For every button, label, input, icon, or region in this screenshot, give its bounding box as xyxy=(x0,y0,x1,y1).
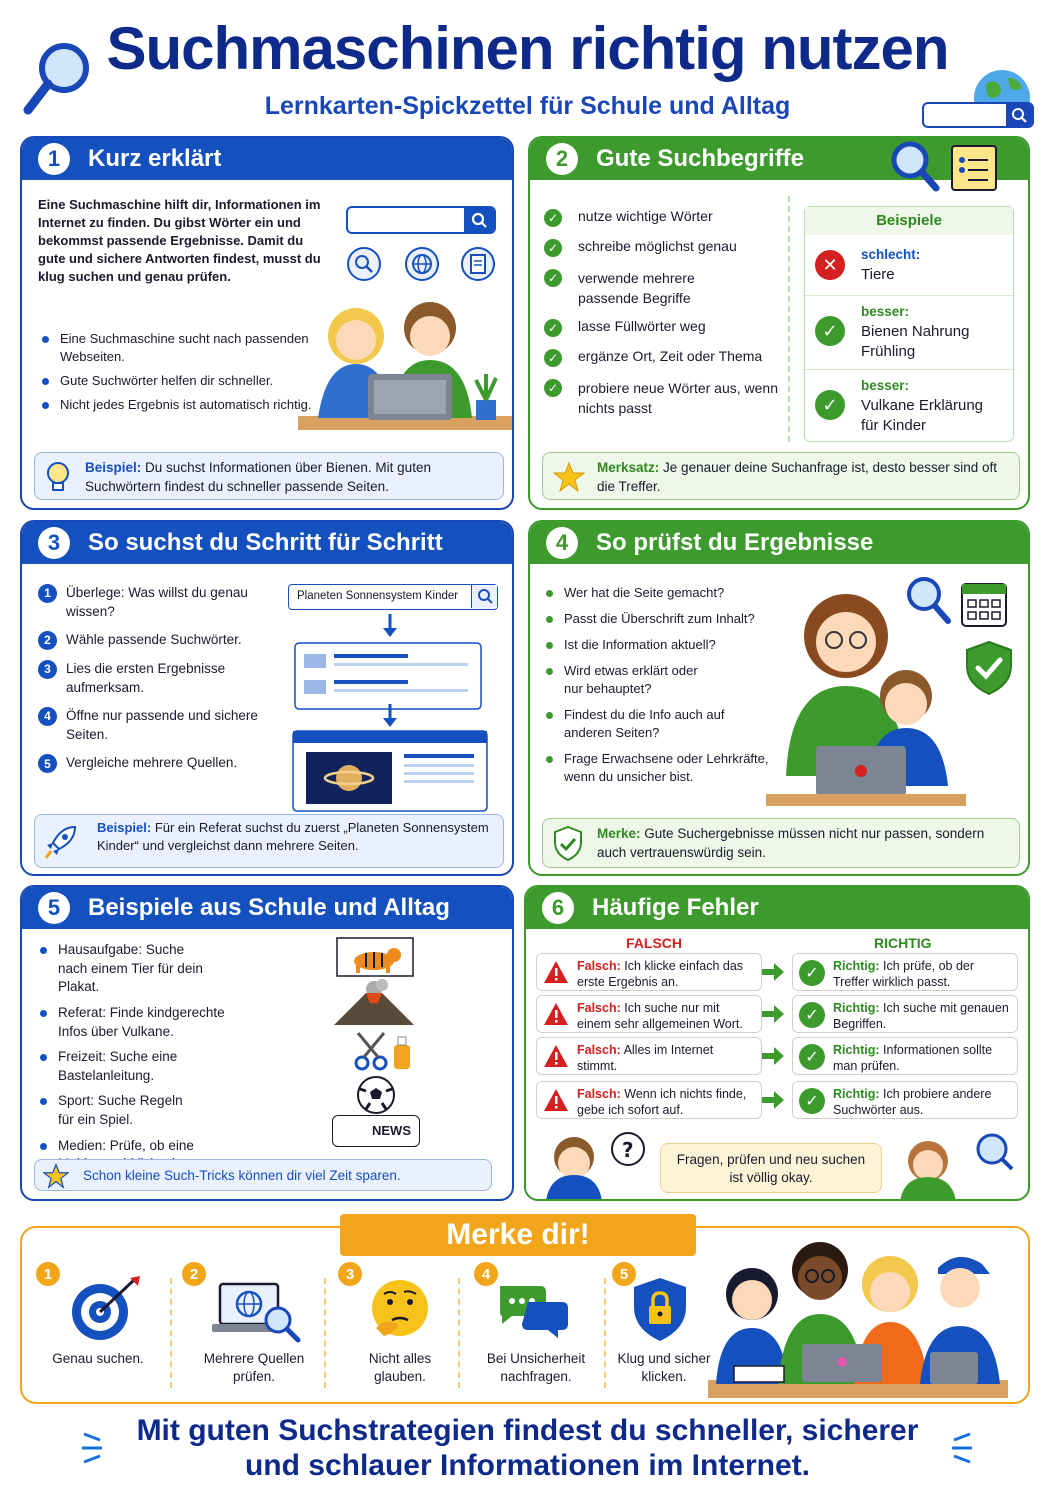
divider xyxy=(324,1278,326,1388)
check-icon: ✓ xyxy=(799,1088,825,1114)
page-header xyxy=(0,0,1055,130)
footer-message xyxy=(0,1414,1055,1484)
intro-text: Eine Suchmaschine hilft dir, Informationen im Internet zu finden. Du gibst Wörter ein und bekommst passende Ergebnisse. Damit du gute und sichere Antworten findest, musst du klug suchen und genau prüfen. xyxy=(38,197,321,284)
footer-line-2: und schlauer Informationen im Internet. xyxy=(244,1448,811,1482)
magnifier-icon xyxy=(884,138,944,194)
mistake-row: Falsch: Alles im Internet stimmt. xyxy=(536,1037,762,1075)
rocket-icon xyxy=(43,823,79,861)
arrow-down-icon xyxy=(380,704,400,728)
step-item: 4 Öffne nur passende und sichere Seiten. xyxy=(38,707,258,744)
example-text: Für ein Referat suchst du zuerst „Planeten Sonnensystem Kinder“ und vergleichst dann mehrere Seiten. xyxy=(97,820,489,853)
example-text: Du suchst Informationen über Bienen. Mit guten Suchwörtern findest du schneller passende Seiten. xyxy=(85,460,431,494)
list-item: Frage Erwachsene oder Lehrkräfte, wenn du unsicher bist. xyxy=(542,750,772,786)
mistake-row: Falsch: Wenn ich nichts finde, gebe ich sofort auf. xyxy=(536,1081,762,1119)
check-icon: ✓ xyxy=(815,316,845,346)
merke-item: 3 Nicht alles glauben. xyxy=(338,1258,462,1398)
calendar-icon xyxy=(960,578,1008,628)
check-icon: ✓ xyxy=(799,960,825,986)
scissors-glue-icon xyxy=(354,1029,414,1071)
merke-title: Merke dir! xyxy=(340,1214,696,1256)
example-label: Beispiel: xyxy=(85,460,142,475)
list-item: Passt die Überschrift zum Inhalt? xyxy=(542,610,782,628)
check-icon: ✓ xyxy=(544,349,562,367)
merke-label: Merke: xyxy=(597,826,641,841)
check-icon: ✓ xyxy=(544,269,562,287)
example-note xyxy=(34,814,504,868)
step-item: 1 Überlege: Was willst du genau wissen? xyxy=(38,584,258,621)
merke-item: 2 Mehrere Quellen prüfen. xyxy=(182,1258,306,1398)
arrow-down-icon xyxy=(380,614,400,638)
merke-note xyxy=(542,818,1020,868)
sparkle-right-icon xyxy=(948,1428,976,1468)
list-item: ✓ verwende mehrere passende Begriffe xyxy=(544,268,784,318)
divider xyxy=(170,1278,172,1388)
correct-row: ✓ Richtig: Ich probiere andere Suchwörter aus. xyxy=(792,1081,1018,1119)
top-search-bar xyxy=(922,102,1034,128)
thinking-boy-illustration xyxy=(540,1127,650,1201)
section-number: 2 xyxy=(546,143,578,175)
section-title: Beispiele aus Schule und Alltag xyxy=(88,894,450,921)
tip-text: Schon kleine Such-Tricks können dir viel Zeit sparen. xyxy=(83,1168,401,1183)
section-title: Häufige Fehler xyxy=(592,894,759,921)
merksatz-label: Merksatz: xyxy=(597,460,660,475)
divider xyxy=(788,196,790,442)
check-icon: ✓ xyxy=(544,209,562,227)
check-icon: ✓ xyxy=(815,390,845,420)
check-icon: ✓ xyxy=(799,1002,825,1028)
arrow-right-icon xyxy=(762,1047,784,1065)
star-icon xyxy=(43,1163,69,1189)
column-right: RICHTIG xyxy=(874,935,932,951)
divider xyxy=(458,1278,460,1388)
list-item: ✓ probiere neue Wörter aus, wenn nichts passt xyxy=(544,378,784,428)
arrow-right-icon xyxy=(762,1005,784,1023)
results-list-illustration xyxy=(294,642,482,710)
list-item: Eine Suchmaschine sucht nach passenden Webseiten. xyxy=(38,330,328,366)
tiger-icon xyxy=(336,937,414,977)
soccer-ball-icon xyxy=(356,1075,396,1115)
list-item: ✓ ergänze Ort, Zeit oder Thema xyxy=(544,348,784,378)
search-bar-illustration xyxy=(346,206,496,234)
list-item: Medien: Prüfe, ob eine xyxy=(36,1137,216,1174)
volcano-icon xyxy=(332,979,416,1027)
section-number: 3 xyxy=(38,527,70,559)
correct-row: ✓ Richtig: Ich prüfe, ob der Treffer wirklich passt. xyxy=(792,953,1018,991)
children-group-illustration xyxy=(708,1234,1008,1398)
section-header xyxy=(22,138,512,180)
merke-text: Gute Suchergebnisse müssen nicht nur passen, sondern auch vertrauenswürdig sein. xyxy=(597,826,985,860)
section-number: 4 xyxy=(546,527,578,559)
list-item: Wird etwas erklärt oder nur behauptet? xyxy=(542,662,712,698)
merke-item: 4 Bei Unsicherheit nachfragen. xyxy=(474,1258,598,1398)
mistake-row: Falsch: Ich suche nur mit einem sehr allgemeinen Wort. xyxy=(536,995,762,1033)
thinking-face-icon xyxy=(368,1276,432,1342)
step-item: 2 Wähle passende Suchwörter. xyxy=(38,631,258,650)
section1-bullets xyxy=(38,330,328,414)
arrow-right-icon xyxy=(762,963,784,981)
chat-bubbles-icon xyxy=(496,1280,570,1340)
list-item: Referat: Finde kindgerechte Infos über Vulkane. xyxy=(36,1004,236,1041)
list-item: Gute Suchwörter helfen dir schneller. xyxy=(38,372,328,390)
section-ergebnisse-pruefen xyxy=(528,520,1030,876)
example-bad: ✕ schlecht: Tiere xyxy=(805,235,1013,295)
notepad-icon xyxy=(948,142,1002,196)
list-item: Hausaufgabe: Suche nach einem Tier für dein Plakat. xyxy=(36,941,216,997)
section-header xyxy=(22,522,512,564)
search-icon xyxy=(464,208,494,232)
magnifier-icon xyxy=(346,246,382,282)
list-item: Sport: Suche Regeln für ein Spiel. xyxy=(36,1092,196,1129)
list-item: ✓ schreibe möglichst genau xyxy=(544,238,784,268)
shield-check-icon xyxy=(553,826,583,862)
check-icon: ✓ xyxy=(544,379,562,397)
example-good: ✓ besser: Vulkane Erklärung für Kinder xyxy=(805,369,1013,443)
search-icon xyxy=(472,585,498,608)
section-title: So prüfst du Ergebnisse xyxy=(596,529,874,556)
check-icon: ✓ xyxy=(544,239,562,257)
lightbulb-icon xyxy=(45,461,71,493)
correct-row: ✓ Richtig: Informationen sollte man prüfen. xyxy=(792,1037,1018,1075)
column-wrong: FALSCH xyxy=(626,935,682,951)
svg-text:?: ? xyxy=(622,1138,634,1162)
section-gute-suchbegriffe xyxy=(528,136,1030,510)
cross-icon: ✕ xyxy=(815,250,845,280)
search-query-bar: Planeten Sonnensystem Kinder xyxy=(288,584,498,610)
shield-lock-icon xyxy=(630,1276,690,1344)
merke-dir-panel xyxy=(20,1218,1030,1404)
section-title: Kurz erklärt xyxy=(88,145,222,172)
example-label: Beispiel: xyxy=(97,820,152,835)
girl-magnifier-illustration xyxy=(888,1127,1018,1201)
examples-box xyxy=(804,206,1014,442)
merksatz-note xyxy=(542,452,1020,500)
footer-line-1: Mit guten Suchstrategien findest du schneller, sicherer xyxy=(136,1414,919,1447)
list-item: ✓ nutze wichtige Wörter xyxy=(544,208,784,238)
shield-check-icon xyxy=(964,640,1014,696)
section-number: 1 xyxy=(38,143,70,175)
star-icon xyxy=(553,461,585,493)
list-item: Freizeit: Suche eine Bastelanleitung. xyxy=(36,1048,206,1085)
warning-icon xyxy=(543,1044,569,1068)
warning-icon xyxy=(543,960,569,984)
step-item: 5 Vergleiche mehrere Quellen. xyxy=(38,754,258,773)
section-header xyxy=(526,887,1028,929)
list-item: Nicht jedes Ergebnis ist automatisch richtig. xyxy=(38,396,328,414)
planet-webpage-illustration xyxy=(292,730,488,812)
correct-row: ✓ Richtig: Ich suche mit genauen Begriffen. xyxy=(792,995,1018,1033)
list-item: Ist die Information aktuell? xyxy=(542,636,782,654)
sparkle-left-icon xyxy=(78,1428,106,1468)
examples-title: Beispiele xyxy=(805,207,1013,235)
list-item: Findest du die Info auch auf anderen Seiten? xyxy=(542,706,732,742)
document-icon xyxy=(460,246,496,282)
section-number: 5 xyxy=(38,892,70,924)
teacher-child-illustration xyxy=(766,586,966,806)
globe-icon xyxy=(404,246,440,282)
check-icon: ✓ xyxy=(799,1044,825,1070)
tip-note xyxy=(34,1159,492,1191)
steps-list xyxy=(38,584,258,773)
section-title: So suchst du Schritt für Schritt xyxy=(88,529,443,556)
section-haeufige-fehler xyxy=(524,885,1030,1201)
section-header xyxy=(22,887,512,929)
list-item: ✓ lasse Füllwörter weg xyxy=(544,318,784,348)
warning-icon xyxy=(543,1088,569,1112)
section-kurz-erklaert xyxy=(20,136,514,510)
news-icon xyxy=(332,1115,420,1147)
children-laptop-illustration xyxy=(298,288,512,438)
step-item: 3 Lies die ersten Ergebnisse aufmerksam. xyxy=(38,660,258,697)
check-questions xyxy=(542,584,782,785)
list-item: Wer hat die Seite gemacht? xyxy=(542,584,782,602)
laptop-magnifier-icon xyxy=(212,1276,302,1346)
section-header xyxy=(530,522,1028,564)
merksatz-text: Je genauer deine Suchanfrage ist, desto besser sind oft die Treffer. xyxy=(597,460,998,494)
section-schritt-fuer-schritt xyxy=(20,520,514,876)
checklist xyxy=(544,208,784,428)
section-title: Gute Suchbegriffe xyxy=(596,145,805,172)
merke-item: 1 Genau suchen. xyxy=(36,1258,160,1398)
merke-item: 5 Klug und sicher klicken. xyxy=(612,1258,736,1398)
arrow-right-icon xyxy=(762,1091,784,1109)
target-icon xyxy=(68,1276,142,1342)
example-note xyxy=(34,452,504,500)
mistake-row: Falsch: Ich klicke einfach das erste Ergebnis an. xyxy=(536,953,762,991)
example-good: ✓ besser: Bienen Nahrung Frühling xyxy=(805,295,1013,369)
warning-icon xyxy=(543,1002,569,1026)
examples-list xyxy=(36,941,266,1174)
check-icon: ✓ xyxy=(544,319,562,337)
news-label: NEWS xyxy=(372,1123,411,1138)
page-subtitle: Lernkarten-Spickzettel für Schule und Alltag xyxy=(264,92,791,120)
section-beispiele xyxy=(20,885,514,1201)
section-number: 6 xyxy=(542,892,574,924)
speech-bubble: Fragen, prüfen und neu suchen ist völlig okay. xyxy=(660,1143,882,1193)
page-title: Suchmaschinen richtig nutzen xyxy=(106,15,949,82)
